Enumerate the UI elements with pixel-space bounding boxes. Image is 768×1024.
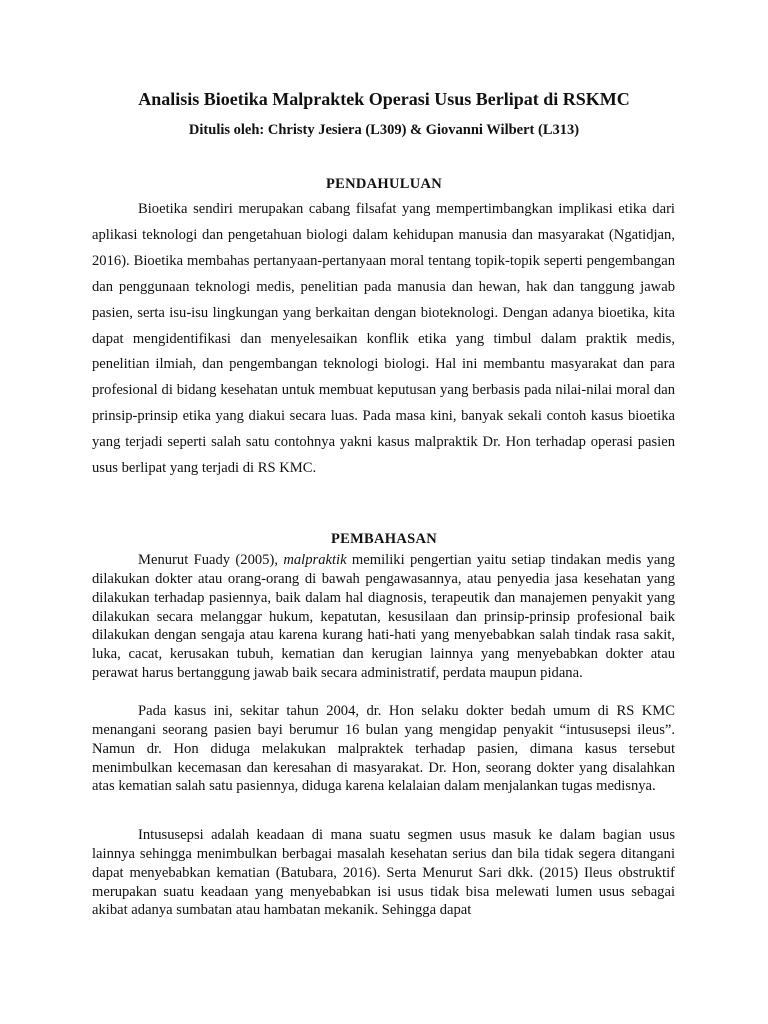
section-heading-pembahasan: PEMBAHASAN bbox=[330, 531, 438, 547]
document-title: Analisis Bioetika Malpraktek Operasi Usus Berlipat di RSKMC bbox=[138, 89, 630, 109]
paragraph-pembahasan-1-before: Menurut Fuady (2005), bbox=[138, 552, 284, 568]
section-heading-pendahuluan: PENDAHULUAN bbox=[325, 176, 443, 192]
paragraph-pembahasan-1-after: memiliki pengertian yaitu setiap tindakan medis yang dilakukan dokter atau orang-orang di bawah pengawasannya, atau penyedia jasa kesehatan yang dilakukan terhadap pasiennya, baik dalam hal diagnosis, terapeutik dan manajemen penyakit yang dilakukan secara melanggar hukum, kepatutan, kesusilaan dan prinsip-prinsip profesional baik dilakukan dengan sengaja atau karena kurang hati-hati yang menyebabkan salah tindak rasa sakit, luka, cacat, kerusakan tubuh, kematian dan kerugian lainnya yang menyebabkan dokter atau perawat harus bertanggung jawab baik secara administratif, perdata maupun pidana. bbox=[92, 552, 675, 682]
paragraph-pembahasan-3: Intususepsi adalah keadaan di mana suatu segmen usus masuk ke dalam bagian usus lainnya sehingga menimbulkan berbagai masalah kesehatan serius dan bila tidak segera ditangani dapat menyebabkan kematian (Batubara, 2016). Serta Menurut Sari dkk. (2015) Ileus obstruktif merupakan suatu keadaan yang menyebabkan isi usus tidak bisa melewati lumen usus sebagai akibat adanya sumbatan atau hambatan mekanik. Sehingga dapat bbox=[92, 827, 675, 919]
paragraph-pembahasan-2: Pada kasus ini, sekitar tahun 2004, dr. Hon selaku dokter bedah umum di RS KMC menangani seorang pasien bayi berumur 16 bulan yang mengidap penyakit “intususepsi ileus”. Namun dr. Hon diduga melakukan malpraktek terhadap pasien, dimana kasus tersebut menimbulkan kecemasan dan keresahan di masyarakat. Dr. Hon, seorang dokter yang disalahkan atas kematian salah satu pasiennya, diduga karena kelalaian dalam menjalankan tugas medisnya. bbox=[92, 703, 675, 795]
term-malpraktik: malpraktik bbox=[283, 552, 347, 568]
paragraph-pendahuluan: Bioetika sendiri merupakan cabang filsafat yang mempertimbangkan implikasi etika dari aplikasi teknologi dan pengetahuan biologi dalam kehidupan manusia dan masyarakat (Ngatidjan, 2016). Bioetika membahas pertanyaan-pertanyaan moral tentang topik-topik seperti pengembangan dan penggunaan teknologi medis, penelitian pada manusia dan hewan, hak dan tanggung jawab pasien, serta isu-isu lingkungan yang berkaitan dengan bioteknologi. Dengan adanya bioetika, kita dapat mengidentifikasi dan menyelesaikan konflik etika yang timbul dalam praktik medis, penelitian ilmiah, dan pengembangan teknologi biologi. Hal ini membantu masyarakat dan para profesional di bidang kesehatan untuk membuat keputusan yang berbasis pada nilai-nilai moral dan prinsip-prinsip etika yang diakui secara luas. Pada masa kini, banyak sekali contoh kasus bioetika yang terjadi seperti salah satu contohnya yakni kasus malpraktik Dr. Hon terhadap operasi pasien usus berlipat yang terjadi di RS KMC. bbox=[92, 201, 675, 477]
paragraph-pembahasan-1 bbox=[92, 551, 675, 683]
document-authors: Ditulis oleh: Christy Jesiera (L309) & Giovanni Wilbert (L313) bbox=[188, 122, 580, 138]
